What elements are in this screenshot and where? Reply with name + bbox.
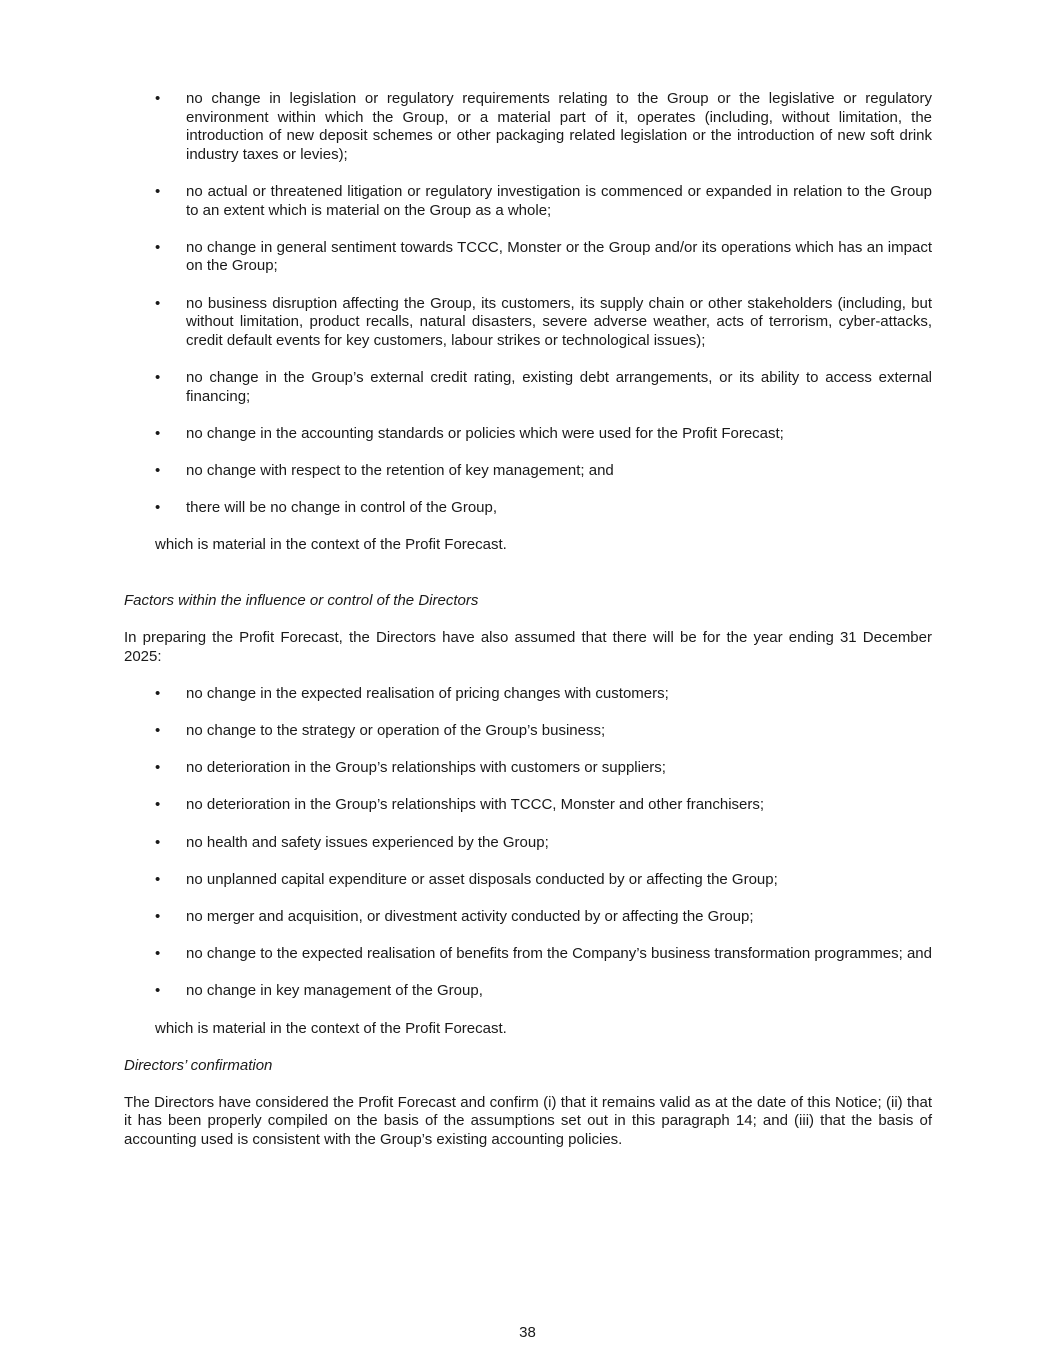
list-item: • no change with respect to the retention of key management; and [155, 461, 614, 479]
document-page [124, 90, 932, 1150]
bullet-icon: • [155, 796, 161, 814]
confirmation-body: The Directors have considered the Profit Forecast and confirm (i) that it remains valid as at the date of this Notice; (ii) that it has been properly compiled on the basis of the assumptions set out in this paragraph 14; and (iii) that the basis of accounting used is consistent with the Group’s existing accounting policies. [124, 1093, 932, 1149]
directors-closing-text: which is material in the context of the Profit Forecast. [155, 1019, 507, 1037]
list-item: • no deterioration in the Group’s relationships with customers or suppliers; [155, 759, 666, 777]
list-item: • no deterioration in the Group’s relationships with TCCC, Monster and other franchisers; [155, 796, 765, 814]
list-item: • no change in the accounting standards or policies which were used for the Profit Forecast; [155, 424, 784, 442]
list-item: • no change in the expected realisation of pricing changes with customers; [155, 684, 669, 702]
bullet-icon: • [155, 722, 161, 739]
external-factors-list [124, 90, 932, 518]
bullet-icon: • [155, 870, 161, 888]
bullet-icon: • [155, 684, 161, 702]
list-item: • no change in the Group’s external credit rating, existing debt arrangements, or its ability to access external financing; [155, 368, 932, 405]
bullet-icon: • [155, 182, 161, 200]
bullet-icon: • [155, 945, 161, 963]
directors-factors-list [124, 685, 932, 1001]
bullet-icon: • [155, 238, 161, 256]
list-item: • no business disruption affecting the Group, its customers, its supply chain or other stakeholders (including, but without limitation, product recalls, natural disasters, severe adverse weather, acts of terrorism, cyber-attacks, credit default events for key customers, labour strikes or technological issues); [155, 294, 932, 349]
list-item: • no merger and acquisition, or divestment activity conducted by or affecting the Group; [155, 907, 754, 925]
bullet-icon: • [155, 907, 161, 925]
bullet-icon: • [155, 90, 161, 107]
list-item: • no change in legislation or regulatory requirements relating to the Group or the legislative or regulatory environment within which the Group, or a material part of it, operates (including, without limitation, the introduction of new deposit schemes or other packaging related legislation or the introduction of new soft drink industry taxes or levies); [155, 90, 932, 163]
list-item: • no actual or threatened litigation or regulatory investigation is commenced or expanded in relation to the Group to an extent which is material on the Group as a whole; [155, 182, 932, 219]
page-number: 38 [519, 1324, 536, 1341]
list-item: • no change in key management of the Group, [155, 982, 483, 1000]
list-item: • no health and safety issues experienced by the Group; [155, 833, 549, 851]
list-item: • no change to the strategy or operation of the Group’s business; [155, 722, 606, 739]
directors-factors-intro: In preparing the Profit Forecast, the Directors have also assumed that there will be for the year ending 31 December 2025: [124, 629, 932, 665]
list-item: • there will be no change in control of the Group, [155, 499, 498, 517]
bullet-icon: • [155, 368, 161, 386]
list-item: • no change in general sentiment towards TCCC, Monster or the Group and/or its operations which has an impact on the Group; [155, 238, 932, 275]
bullet-icon: • [155, 982, 161, 1000]
external-closing-text: which is material in the context of the Profit Forecast. [155, 536, 507, 554]
bullet-icon: • [155, 833, 161, 851]
bullet-icon: • [155, 499, 161, 517]
directors-factors-heading: Factors within the influence or control of the Directors [124, 591, 479, 609]
list-item: • no change to the expected realisation of benefits from the Company’s business transformation programmes; and [155, 945, 932, 963]
bullet-icon: • [155, 461, 161, 479]
bullet-icon: • [155, 294, 161, 312]
bullet-icon: • [155, 759, 161, 777]
bullet-icon: • [155, 424, 161, 442]
confirmation-heading: Directors’ confirmation [124, 1056, 273, 1074]
list-item: • no unplanned capital expenditure or asset disposals conducted by or affecting the Group; [155, 870, 778, 888]
